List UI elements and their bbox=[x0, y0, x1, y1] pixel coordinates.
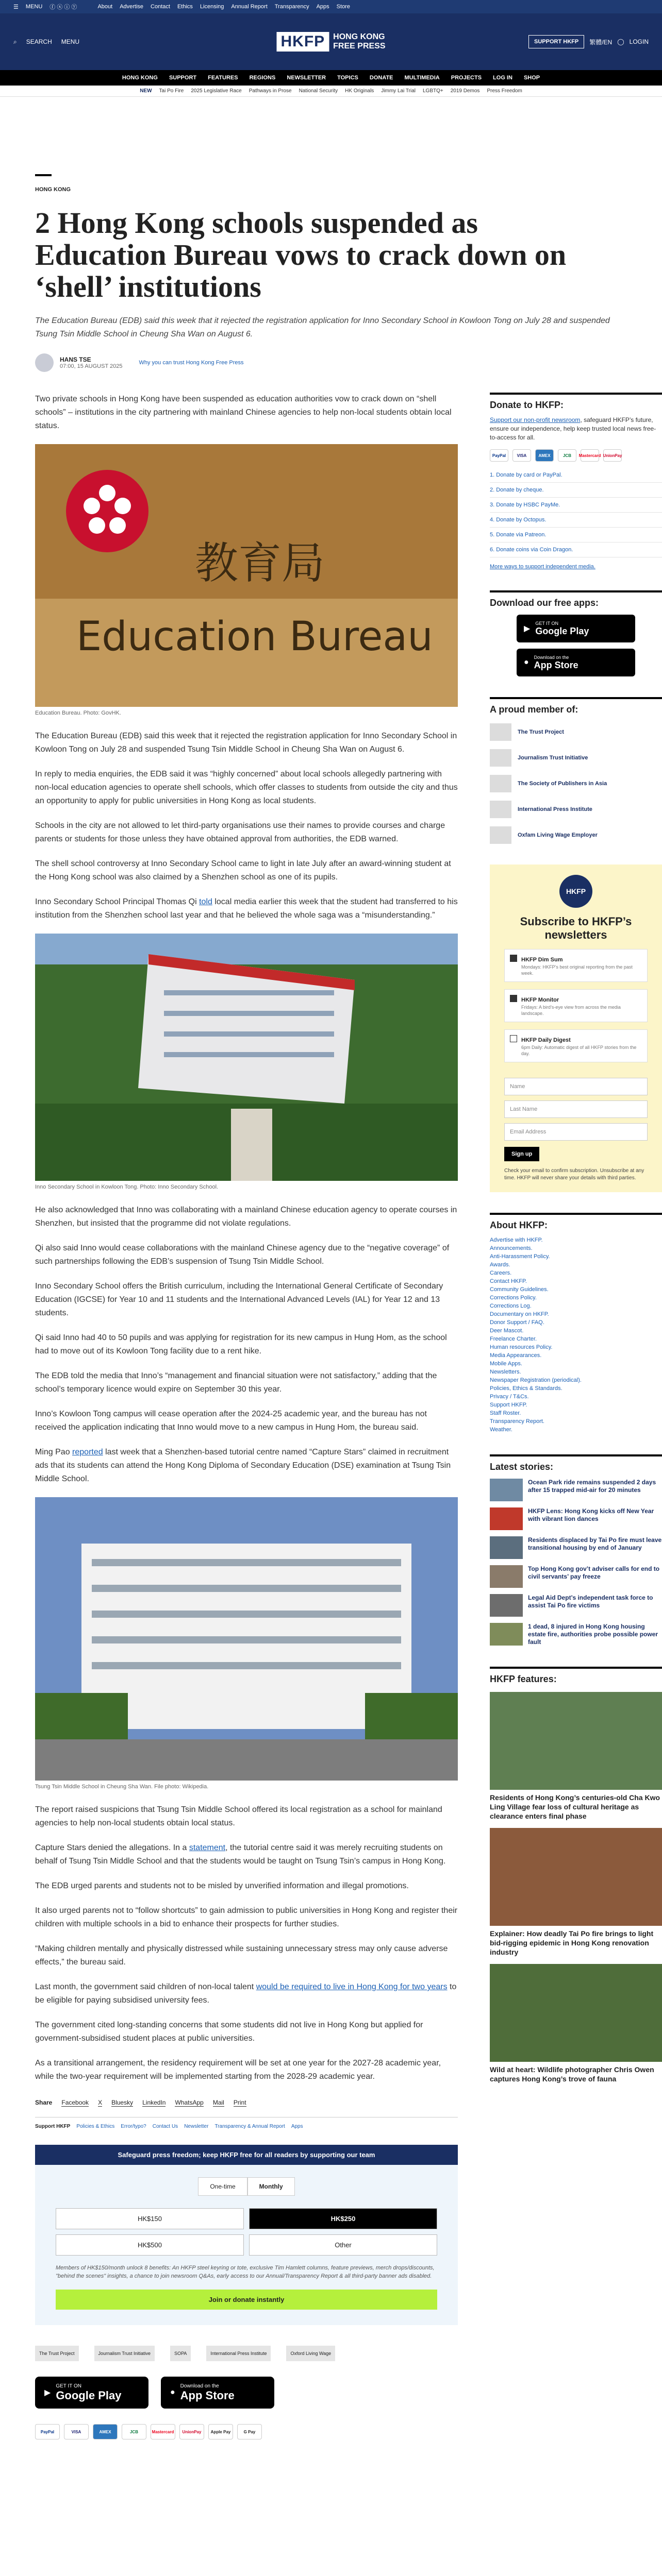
checkbox-icon[interactable] bbox=[510, 1035, 517, 1042]
donate-method[interactable]: 5. Donate via Patreon. bbox=[490, 528, 662, 543]
about-link[interactable]: Transparency Report. bbox=[490, 1418, 544, 1425]
story-thumbnail bbox=[490, 1507, 523, 1530]
newsletter-note: Check your email to confirm subscription. Unsubscribe at any time. HKFP will never share your details with third parties. bbox=[504, 1168, 644, 1181]
byline bbox=[35, 353, 627, 372]
nav-item[interactable]: HONG KONG bbox=[122, 75, 158, 81]
about-link[interactable]: Corrections Policy. bbox=[490, 1295, 537, 1301]
amount-other[interactable]: Other bbox=[249, 2234, 437, 2256]
member-org[interactable] bbox=[490, 826, 662, 844]
member-name: Oxfam Living Wage Employer bbox=[518, 832, 598, 838]
nav-item[interactable]: DONATE bbox=[369, 75, 393, 81]
feature-image bbox=[490, 1964, 662, 2062]
article-kicker[interactable]: HONG KONG bbox=[35, 187, 71, 193]
about-link[interactable]: Documentary on HKFP. bbox=[490, 1311, 549, 1317]
google-play-button[interactable] bbox=[35, 2377, 148, 2409]
newsletter-title: Subscribe to HKFP’s newsletters bbox=[520, 915, 632, 941]
paragraph: In reply to media enquiries, the EDB said it was “highly concerned” about local schools allegedly partnering with non-local education agencies to operate shell schools, which offer classes to students from outside the city and thus an opportunity to apply for public universities in Hong Kong as local students. bbox=[35, 770, 458, 805]
title-rule bbox=[35, 174, 52, 176]
feature-headline: Wild at heart: Wildlife photographer Chris Owen captures Hong Kong’s trove of fauna bbox=[490, 2065, 654, 2083]
inline-link[interactable]: reported bbox=[72, 1448, 103, 1456]
nav-item[interactable]: TOPICS bbox=[337, 75, 358, 81]
member-benefits-note: Members of HK$150/month unlock 8 benefits: An HKFP steel keyring or tote, exclusive Tim Hamlett columns, feature previews, merch drops/discounts, "behind the scenes" insights, a chance to join newsroom Q&As, early access to our Annual/Transparency Report & all third-party banner ads disabled. bbox=[56, 2265, 435, 2279]
feature-story[interactable] bbox=[490, 1692, 662, 1821]
topbar-link[interactable]: Annual Report bbox=[231, 4, 268, 10]
about-link[interactable]: Media Appearances. bbox=[490, 1352, 542, 1359]
topbar-link[interactable]: Contact bbox=[151, 4, 170, 10]
partner-logo[interactable]: SOPA bbox=[170, 2346, 191, 2361]
paragraph: The EDB told the media that Inno’s “management and financial situation were not satisfactory,” adding that the school’s temporary licence would expire on September 30 this year. bbox=[35, 1371, 437, 1394]
story-thumbnail bbox=[490, 1623, 523, 1646]
paragraph: Inno Secondary School offers the British curriculum, including the International General Certificate of Secondary Education (IGCSE) for Year 10 and 11 students and the International Advanced Levels (IAL) for Year 12 and 13 students. bbox=[35, 1282, 443, 1317]
google-pay-icon: G Pay bbox=[237, 2424, 262, 2439]
donate-intro-link[interactable]: Support our non-profit newsroom bbox=[490, 416, 581, 423]
option-title: HKFP Dim Sum bbox=[521, 957, 563, 963]
photo-caption: Tsung Tsin Middle School in Cheung Sha Wan. File photo: Wikipedia. bbox=[35, 1784, 209, 1790]
logo-line-2: FREE PRESS bbox=[333, 42, 386, 50]
about-link[interactable]: Awards. bbox=[490, 1262, 510, 1268]
search-icon[interactable]: ⌕ bbox=[13, 38, 17, 45]
support-button[interactable]: SUPPORT HKFP bbox=[528, 35, 584, 48]
unionpay-icon: UnionPay bbox=[179, 2424, 204, 2439]
member-logo bbox=[490, 826, 511, 844]
donation-box bbox=[35, 2145, 458, 2325]
site-logo[interactable] bbox=[276, 32, 385, 52]
sidebar bbox=[490, 393, 662, 2439]
paragraph: The Education Bureau (EDB) said this week that it rejected the registration application for Inno Secondary School in Kowloon Tong on July 28 and suspended Tsung Tsin Middle School in Cheung Sha Wan on August 6. bbox=[35, 732, 457, 754]
nav-item[interactable]: MULTIMEDIA bbox=[404, 75, 440, 81]
svg-text:Education Bureau: Education Bureau bbox=[76, 614, 433, 660]
trending-item[interactable]: Jimmy Lai Trial bbox=[381, 88, 416, 94]
toggle-monthly[interactable]: Monthly bbox=[247, 2177, 295, 2196]
topbar-menu-label[interactable]: MENU bbox=[25, 4, 43, 10]
gp-small: GET IT ON bbox=[56, 2383, 81, 2389]
footer-link[interactable]: Transparency & Annual Report bbox=[214, 2124, 285, 2129]
newsletter-signup bbox=[490, 865, 662, 1192]
mastercard-icon: Mastercard bbox=[581, 449, 599, 462]
share-bluesky[interactable]: Bluesky bbox=[111, 2099, 134, 2106]
trust-link[interactable]: Why you can trust Hong Kong Free Press bbox=[139, 360, 244, 366]
option-desc: 6pm Daily: Automatic digest of all HKFP stories from the day. bbox=[521, 1045, 637, 1056]
text: Inno Secondary School Principal Thomas Qi bbox=[35, 897, 200, 906]
inno-school-image bbox=[35, 934, 458, 1181]
about-link[interactable]: Policies, Ethics & Standards. bbox=[490, 1385, 562, 1392]
article-title: 2 Hong Kong schools suspended as Education Bureau vows to crack down on ‘shell’ institutions bbox=[35, 206, 567, 303]
feature-headline: Explainer: How deadly Tai Po fire brings to light bid-rigging epidemic in Hong Kong renovation industry bbox=[490, 1929, 654, 1956]
latest-story[interactable] bbox=[490, 1536, 662, 1559]
trending-item[interactable]: HK Originals bbox=[345, 88, 374, 94]
paragraph bbox=[35, 1446, 458, 1486]
gp-small: GET IT ON bbox=[535, 620, 558, 626]
topbar-link[interactable]: Transparency bbox=[274, 4, 309, 10]
trending-label: NEW bbox=[140, 88, 152, 94]
about-links bbox=[490, 1236, 662, 1434]
trending-item[interactable]: Tai Po Fire bbox=[159, 88, 184, 94]
author-avatar bbox=[35, 353, 54, 372]
latest-story[interactable] bbox=[490, 1623, 662, 1646]
paragraph: Schools in the city are not allowed to let third-party organisations use their names to provide courses and charge parents or students for those unless they have obtained approval from authorities, the EDB warned. bbox=[35, 821, 445, 843]
inno-photo bbox=[35, 934, 458, 1181]
language-toggle[interactable]: 繁體/EN bbox=[589, 38, 613, 46]
partner-logo[interactable]: The Trust Project bbox=[35, 2346, 79, 2361]
trending-item[interactable]: Press Freedom bbox=[487, 88, 522, 94]
inline-link[interactable]: told bbox=[199, 897, 212, 906]
feature-story[interactable] bbox=[490, 1828, 662, 1957]
topbar-link[interactable]: Advertise bbox=[120, 4, 144, 10]
about-link[interactable]: Mobile Apps. bbox=[490, 1361, 522, 1367]
sidebar-app-store[interactable] bbox=[517, 649, 635, 676]
apple-icon: ● bbox=[524, 658, 529, 667]
about-link[interactable]: Anti-Harassment Policy. bbox=[490, 1253, 550, 1260]
member-logo bbox=[490, 749, 511, 767]
partner-logo[interactable]: Oxford Living Wage bbox=[286, 2346, 335, 2361]
share-print[interactable]: Print bbox=[233, 2099, 246, 2106]
story-thumbnail bbox=[490, 1594, 523, 1617]
latest-story[interactable] bbox=[490, 1479, 662, 1501]
tsung-tsin-photo bbox=[35, 1497, 458, 1781]
amex-card-icon: AMEX bbox=[93, 2424, 118, 2439]
as-small: Download on the bbox=[180, 2383, 219, 2389]
paragraph: Inno’s Kowloon Tong campus will cease operation after the 2024-25 academic year, and the bureau has not received the application indicating that Inno would move to a new campus in Hung Hom, the bureau said. bbox=[35, 1410, 427, 1432]
checkbox-icon[interactable] bbox=[510, 955, 517, 962]
menu-icon[interactable]: ☰ bbox=[13, 4, 19, 10]
email-input[interactable]: Email Address bbox=[504, 1123, 648, 1141]
topbar-link[interactable]: Ethics bbox=[177, 4, 193, 10]
login-link[interactable]: LOGIN bbox=[629, 38, 649, 45]
partner-logos bbox=[35, 2346, 458, 2361]
article-footer-links bbox=[35, 2117, 458, 2129]
paragraph: The report raised suspicions that Tsung Tsin Middle School offered its local registration as a school for mainland agencies to help non-local students obtain local status. bbox=[35, 1805, 442, 1827]
story-thumbnail bbox=[490, 1565, 523, 1588]
trending-item[interactable]: National Security bbox=[299, 88, 338, 94]
publish-date: 07:00, 15 AUGUST 2025 bbox=[60, 363, 123, 369]
newsletter-option[interactable] bbox=[504, 1029, 648, 1062]
share-whatsapp[interactable]: WhatsApp bbox=[175, 2099, 204, 2106]
story-headline: Legal Aid Dept’s independent task force to assist Tai Po fire victims bbox=[528, 1594, 653, 1609]
nav-item[interactable]: PROJECTS bbox=[451, 75, 482, 81]
photo-caption: Inno Secondary School in Kowloon Tong. Photo: Inno Secondary School. bbox=[35, 1184, 219, 1190]
jcb-card-icon: JCB bbox=[558, 449, 576, 462]
about-link[interactable]: Weather. bbox=[490, 1427, 512, 1433]
about-link[interactable]: Advertise with HKFP. bbox=[490, 1237, 543, 1243]
partner-logo[interactable]: Journalism Trust Initiative bbox=[94, 2346, 155, 2361]
social-icons[interactable]: ⓕ ⓧ ⓘ ⓨ bbox=[49, 4, 77, 10]
story-thumbnail bbox=[490, 1536, 523, 1559]
about-link[interactable]: Community Guidelines. bbox=[490, 1286, 549, 1293]
member-name: The Society of Publishers in Asia bbox=[518, 781, 607, 787]
member-logo bbox=[490, 801, 511, 818]
visa-card-icon: VISA bbox=[512, 449, 531, 462]
toggle-one-time[interactable]: One-time bbox=[198, 2177, 247, 2196]
option-title: HKFP Daily Digest bbox=[521, 1037, 571, 1043]
option-title: HKFP Monitor bbox=[521, 997, 559, 1003]
nav-item[interactable]: SHOP bbox=[523, 75, 540, 81]
member-logo bbox=[490, 723, 511, 741]
paragraph bbox=[35, 1841, 458, 1868]
story-headline: Ocean Park ride remains suspended 2 days after 15 trapped mid-air for 20 minutes bbox=[528, 1479, 656, 1494]
partner-logo[interactable]: International Press Institute bbox=[206, 2346, 271, 2361]
text: last week that a Shenzhen-based tutorial centre named “Capture Stars” claimed in recruitment ads that its students can attend the Hong Kong Diploma of Secondary Education (DSE) examination at Tsung Tsin Middle School. bbox=[35, 1448, 451, 1483]
member-name: Journalism Trust Initiative bbox=[518, 755, 588, 761]
amount-option[interactable]: HK$500 bbox=[56, 2234, 244, 2256]
paragraph: The EDB urged parents and students not to be misled by unverified information and illegal promotions. bbox=[35, 1882, 409, 1890]
trending-item[interactable]: Pathways in Prose bbox=[249, 88, 292, 94]
footer-link[interactable]: Policies & Ethics bbox=[76, 2124, 115, 2129]
paragraph bbox=[35, 895, 458, 922]
nav-item[interactable]: LOG IN bbox=[493, 75, 512, 81]
paragraph: As a transitional arrangement, the residency requirement will be set at one year for the 2027-28 academic year, while the two-year requirement will be implemented starting from the 2028-29 academic year. bbox=[35, 2059, 441, 2081]
member-title: A proud member of: bbox=[490, 697, 662, 715]
mast-search[interactable]: SEARCH bbox=[26, 38, 52, 45]
photo-caption: Education Bureau. Photo: GovHK. bbox=[35, 710, 121, 716]
topbar-link[interactable]: Apps bbox=[316, 4, 329, 10]
app-store-button[interactable] bbox=[161, 2377, 274, 2409]
trending-item[interactable]: 2025 Legislative Race bbox=[191, 88, 242, 94]
top-utility-bar bbox=[0, 0, 662, 13]
last-name-input[interactable]: Last Name bbox=[504, 1100, 648, 1118]
article-dek: The Education Bureau (EDB) said this week that it rejected the registration application for Inno Secondary School in Kowloon Tong on July 28 and suspended Tsung Tsin Middle School in Cheung Sha Wan on August 6. bbox=[35, 316, 610, 338]
paragraph: Qi said Inno had 40 to 50 pupils and was applying for registration for its new campus in Hung Hom, as the school had to move out of its Kowloon Tong facility due to a rent hike. bbox=[35, 1333, 447, 1355]
about-link[interactable]: Announcements. bbox=[490, 1245, 533, 1251]
text: , the tutorial centre said it was merely recruiting students on behalf of Tsung Tsin Middle School and that the students would be taught on Tsung Tsin’s campus in Hong Kong. bbox=[35, 1843, 446, 1866]
author-name[interactable]: HANS TSE bbox=[60, 356, 91, 363]
apps-title: Download our free apps: bbox=[490, 590, 662, 608]
share-facebook[interactable]: Facebook bbox=[61, 2099, 89, 2106]
inline-link[interactable]: statement bbox=[189, 1843, 226, 1852]
topbar-link[interactable]: Store bbox=[336, 4, 350, 10]
feature-image bbox=[490, 1692, 662, 1790]
about-link[interactable]: Newsletters. bbox=[490, 1369, 521, 1375]
nav-item[interactable]: NEWSLETTER bbox=[287, 75, 326, 81]
share-linkedin[interactable]: LinkedIn bbox=[142, 2099, 166, 2106]
option-desc: Fridays: A bird’s-eye view from across the media landscape. bbox=[521, 1005, 621, 1016]
donate-method[interactable]: 1. Donate by card or PayPal. bbox=[490, 468, 662, 483]
about-link[interactable]: Privacy / T&Cs. bbox=[490, 1394, 529, 1400]
edb-sign-image bbox=[35, 444, 458, 707]
trending-item[interactable]: LGBTQ+ bbox=[422, 88, 443, 94]
member-name: International Press Institute bbox=[518, 806, 592, 812]
mastercard-icon: Mastercard bbox=[151, 2424, 175, 2439]
donate-method[interactable]: 3. Donate by HSBC PayMe. bbox=[490, 498, 662, 513]
more-ways-link[interactable]: More ways to support independent media. bbox=[490, 564, 595, 570]
newsletter-logo: HKFP bbox=[559, 875, 592, 908]
paragraph: Qi also said Inno would cease collaborations with the mainland Chinese agency due to the “negative coverage” of such partnerships following the EDB’s suspension of Tsung Tsin Middle School. bbox=[35, 1244, 450, 1266]
latest-title: Latest stories: bbox=[490, 1454, 662, 1472]
gp-big: Google Play bbox=[56, 2388, 122, 2402]
about-link[interactable]: Newspaper Registration (periodical). bbox=[490, 1377, 582, 1383]
features-title: HKFP features: bbox=[490, 1667, 662, 1685]
donate-method[interactable]: 4. Donate by Octopus. bbox=[490, 513, 662, 528]
paragraph: The shell school controversy at Inno Secondary School came to light in late July after an award-winning student at the Hong Kong school was also claimed by a Shenzhen school as one of its pupils. bbox=[35, 859, 451, 882]
apple-pay-icon: Apple Pay bbox=[208, 2424, 233, 2439]
paypal-card-icon: PayPal bbox=[35, 2424, 60, 2439]
trending-bar bbox=[0, 86, 662, 97]
story-thumbnail bbox=[490, 1479, 523, 1501]
share-bar bbox=[35, 2099, 458, 2107]
about-link[interactable]: Careers. bbox=[490, 1270, 512, 1276]
donate-intro bbox=[490, 416, 662, 442]
about-link[interactable]: Staff Roster. bbox=[490, 1410, 521, 1416]
as-big: App Store bbox=[534, 659, 578, 670]
nav-item[interactable]: SUPPORT bbox=[169, 75, 197, 81]
amount-option[interactable]: HK$150 bbox=[56, 2208, 244, 2229]
payment-cards bbox=[35, 2424, 458, 2439]
about-link[interactable]: Freelance Charter. bbox=[490, 1336, 537, 1342]
member-org[interactable] bbox=[490, 801, 662, 818]
visa-card-icon: VISA bbox=[64, 2424, 89, 2439]
nav-item[interactable]: FEATURES bbox=[208, 75, 238, 81]
donate-intro-text: , safeguard HKFP’s future, ensure our independence, help keep trusted local news free-to-access for all. bbox=[490, 416, 656, 441]
logo-line-1: HONG KONG bbox=[333, 32, 385, 41]
topbar-link[interactable]: About bbox=[97, 4, 113, 10]
footer-link[interactable]: Error/typo? bbox=[121, 2124, 146, 2129]
mast-menu[interactable]: MENU bbox=[61, 38, 80, 45]
about-link[interactable]: Support HKFP. bbox=[490, 1402, 527, 1408]
text: Ming Pao bbox=[35, 1448, 73, 1456]
member-org[interactable] bbox=[490, 775, 662, 792]
play-icon: ▶ bbox=[524, 624, 531, 633]
inline-link[interactable]: would be required to live in Hong Kong for two years bbox=[256, 1982, 448, 1991]
feature-story[interactable] bbox=[490, 1964, 662, 2083]
text: to be eligible for paying subsidised university fees. bbox=[35, 1982, 457, 2005]
story-headline: Top Hong Kong gov’t adviser calls for end to civil servants’ pay freeze bbox=[528, 1565, 660, 1580]
share-mail[interactable]: Mail bbox=[212, 2099, 224, 2106]
about-link[interactable]: Deer Mascot. bbox=[490, 1328, 524, 1334]
nav-item[interactable]: REGIONS bbox=[249, 75, 276, 81]
feature-headline: Residents of Hong Kong’s centuries-old Cha Kwo Ling Village fear loss of cultural heritage as clearance enters final phase bbox=[490, 1793, 660, 1820]
as-small: Download on the bbox=[534, 654, 569, 660]
amount-grid bbox=[35, 2208, 458, 2256]
feature-image bbox=[490, 1828, 662, 1926]
text: Last month, the government said children of non-local talent bbox=[35, 1982, 256, 1991]
latest-story[interactable] bbox=[490, 1594, 662, 1617]
donation-heading: Safeguard press freedom; keep HKFP free for all readers by supporting our team bbox=[35, 2145, 458, 2165]
donate-title: Donate to HKFP: bbox=[490, 393, 662, 411]
user-icon[interactable]: ◯ bbox=[617, 38, 624, 45]
member-org[interactable] bbox=[490, 723, 662, 741]
member-name: The Trust Project bbox=[518, 729, 564, 735]
about-link[interactable]: Donor Support / FAQ. bbox=[490, 1319, 544, 1326]
member-logo bbox=[490, 775, 511, 792]
about-link[interactable]: Contact HKFP. bbox=[490, 1278, 527, 1284]
footer-link[interactable]: Support HKFP bbox=[35, 2124, 71, 2129]
newsletter-option[interactable] bbox=[504, 949, 648, 982]
svg-text:教育局: 教育局 bbox=[195, 538, 325, 588]
amex-card-icon: AMEX bbox=[535, 449, 554, 462]
footer-link[interactable]: Contact Us bbox=[152, 2124, 178, 2129]
play-icon: ▶ bbox=[44, 2388, 51, 2397]
member-org[interactable] bbox=[490, 749, 662, 767]
checkbox-icon[interactable] bbox=[510, 995, 517, 1002]
as-big: App Store bbox=[180, 2388, 235, 2402]
share-label: Share bbox=[35, 2099, 53, 2106]
unionpay-icon: UnionPay bbox=[603, 449, 622, 462]
about-title: About HKFP: bbox=[490, 1213, 662, 1231]
newsletter-option[interactable] bbox=[504, 989, 648, 1022]
sidebar-google-play[interactable] bbox=[517, 615, 635, 642]
sidebar-payment-cards bbox=[490, 449, 662, 462]
frequency-toggle bbox=[35, 2177, 458, 2196]
latest-story[interactable] bbox=[490, 1565, 662, 1588]
about-link[interactable]: Human resources Policy. bbox=[490, 1344, 553, 1350]
topbar-link[interactable]: Licensing bbox=[200, 4, 224, 10]
footer-link[interactable]: Newsletter bbox=[184, 2124, 209, 2129]
story-headline: 1 dead, 8 injured in Hong Kong housing estate fire, authorities probe possible power fault bbox=[528, 1623, 658, 1646]
paragraph: He also acknowledged that Inno was collaborating with a mainland Chinese education agency to operate courses in Shenzhen, but insisted that the programme did not violate regulations. bbox=[35, 1206, 457, 1228]
donate-methods bbox=[490, 468, 662, 557]
trending-item[interactable]: 2019 Demos bbox=[450, 88, 480, 94]
paragraph: “Making children mentally and physically distressed while sustaining unnecessary stress may only cause adverse effects,” the bureau said. bbox=[35, 1944, 448, 1967]
tsung-tsin-school-image bbox=[35, 1497, 458, 1781]
text: Capture Stars denied the allegations. In a bbox=[35, 1843, 189, 1852]
name-input[interactable]: Name bbox=[504, 1078, 648, 1095]
story-headline: HKFP Lens: Hong Kong kicks off New Year with vibrant lion dances bbox=[528, 1507, 654, 1522]
main-nav bbox=[0, 70, 662, 86]
donate-method[interactable]: 6. Donate coins via Coin Dragon. bbox=[490, 543, 662, 557]
donate-button[interactable]: Join or donate instantly bbox=[56, 2290, 437, 2310]
jcb-card-icon: JCB bbox=[122, 2424, 146, 2439]
masthead bbox=[0, 13, 662, 70]
amount-option-selected[interactable]: HK$250 bbox=[249, 2208, 437, 2229]
paragraph: Two private schools in Hong Kong have been suspended as education authorities vow to crack down on “shell schools” – institutions in the city partnering with mainland Chinese agencies to help non-local students obtain local status. bbox=[35, 395, 452, 430]
paragraph: It also urged parents not to “follow shortcuts” to gain admission to public universities in Hong Kong and register their children with multiple schools in a bid to enhance their prospects for further studies. bbox=[35, 1906, 458, 1928]
edb-photo bbox=[35, 444, 458, 707]
article-body bbox=[35, 393, 458, 2439]
app-download-buttons bbox=[35, 2377, 458, 2409]
gp-big: Google Play bbox=[535, 625, 589, 636]
footer-link[interactable]: Apps bbox=[291, 2124, 303, 2129]
donate-method[interactable]: 2. Donate by cheque. bbox=[490, 483, 662, 498]
share-x[interactable]: X bbox=[98, 2099, 103, 2106]
logo-mark: HKFP bbox=[276, 32, 329, 52]
paragraph: The government cited long-standing concerns that some students did not live in Hong Kong but applied for government-subsidised student places at public universities. bbox=[35, 2021, 423, 2043]
latest-story[interactable] bbox=[490, 1507, 662, 1530]
text: local media earlier this week that the student had transferred to his institution from the Shenzhen school last year and that he believed the whole saga was a “misunderstanding.” bbox=[35, 897, 458, 920]
paragraph bbox=[35, 1980, 458, 2007]
paypal-card-icon: PayPal bbox=[490, 449, 508, 462]
about-link[interactable]: Corrections Log. bbox=[490, 1303, 532, 1309]
apple-icon: ● bbox=[170, 2388, 175, 2397]
signup-button[interactable]: Sign up bbox=[504, 1147, 539, 1161]
story-headline: Residents displaced by Tai Po fire must leave transitional housing by end of January bbox=[528, 1536, 662, 1551]
option-desc: Mondays: HKFP’s best original reporting from the past week. bbox=[521, 964, 633, 976]
